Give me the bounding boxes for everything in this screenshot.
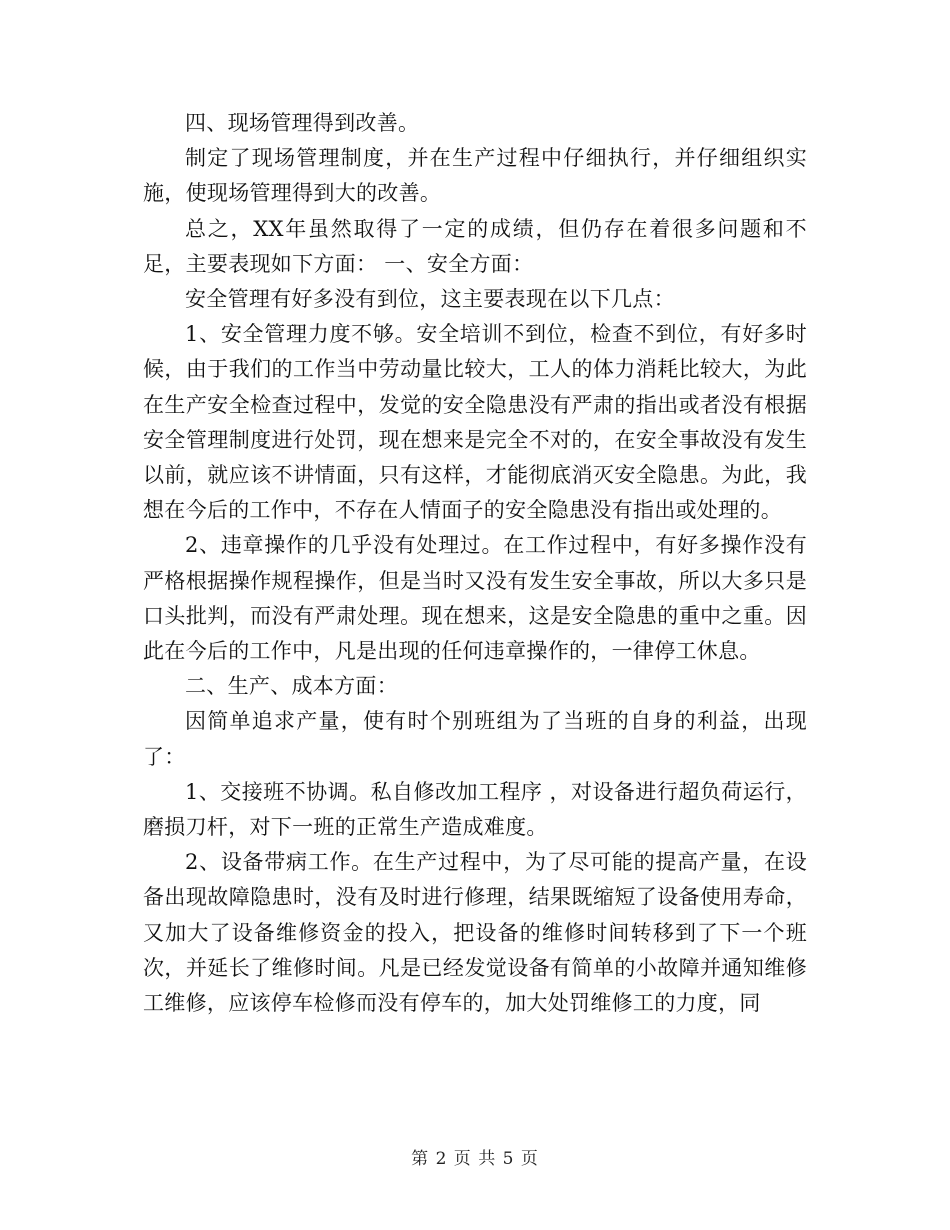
paragraph-production-point-1: 1、交接班不协调。私自修改加工程序 ，对设备进行超负荷运行，磨损刀杆，对下一班的正常生产造成难度。	[143, 779, 807, 840]
paragraph-production-intro: 因简单追求产量，使有时个别班组为了当班的自身的利益，出现了：	[143, 709, 807, 769]
paragraph-site-management: 制定了现场管理制度，并在生产过程中仔细执行，并仔细组织实施，使现场管理得到大的改善。	[143, 146, 807, 206]
paragraph-safety-point-1: 1、安全管理力度不够。安全培训不到位，检查不到位，有好多时候，由于我们的工作当中劳动量比较大，工人的体力消耗比较大，为此在生产安全检查过程中，发觉的安全隐患没有严肃的指出或者没有根据安全管理制度进行处罚，现在想来是完全不对的，在安全事故没有发生以前，就应该不讲情面，只有这样，才能彻底消灭安全隐患。为此，我想在今后的工作中，不存在人情面子的安全隐患没有指出或处理的。	[143, 322, 807, 523]
document-body	[143, 106, 807, 1021]
paragraph-section-two-heading: 二、生产、成本方面：	[185, 674, 398, 699]
paragraph-safety-intro: 安全管理有好多没有到位，这主要表现在以下几点：	[185, 287, 675, 312]
paragraph-section-four-heading: 四、现场管理得到改善。	[185, 111, 420, 135]
paragraph-safety-point-2: 2、违章操作的几乎没有处理过。在工作过程中，有好多操作没有严格根据操作规程操作，但是当时又没有发生安全事故，所以大多只是口头批判，而没有严肃处理。现在想来，这是安全隐患的重中之重。因此在今后的工作中，凡是出现的任何违章操作的，一律停工休息。	[143, 533, 807, 664]
paragraph-production-point-2: 2、设备带病工作。在生产过程中，为了尽可能的提高产量，在设备出现故障隐患时，没有及时进行修理，结果既缩短了设备使用寿命，又加大了设备维修资金的投入，把设备的维修时间转移到了下一个班次，并延长了维修时间。凡是已经发觉设备有简单的小故障并通知维修工维修，应该停车检修而没有停车的，加大处罚维修工的力度，同	[143, 850, 807, 1016]
paragraph-summary: 总之，XX年虽然取得了一定的成绩，但仍存在着很多问题和不足，主要表现如下方面： 一、安全方面：	[143, 216, 807, 276]
page-footer: 第 2 页 共 5 页	[411, 1149, 539, 1169]
